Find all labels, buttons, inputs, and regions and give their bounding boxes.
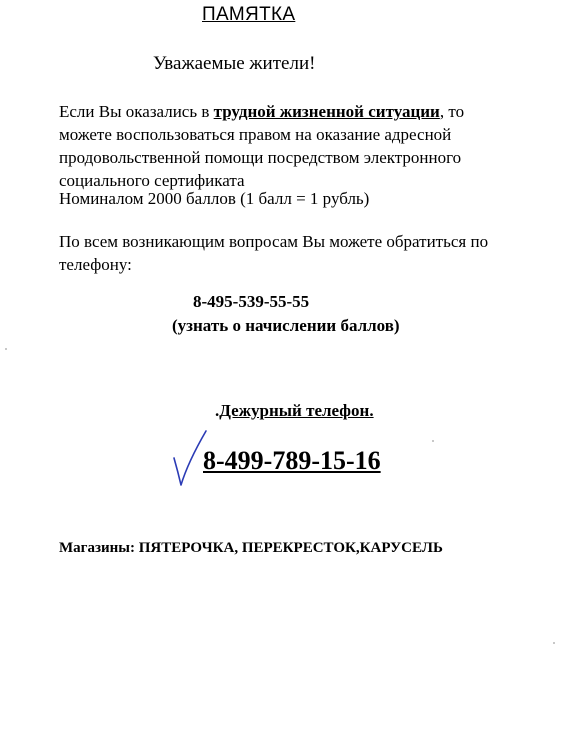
paragraph-line: По всем возникающим вопросам Вы можете обратиться по: [59, 232, 489, 251]
paragraph-line: Номиналом 2000 баллов (1 балл = 1 рубль): [59, 189, 370, 208]
paragraph-text: , то: [439, 102, 465, 121]
paragraph-line: социального сертификата: [59, 171, 245, 190]
paragraph-line: [59, 100, 464, 123]
memo-title: ПАМЯТКА: [202, 4, 296, 25]
paragraph-line: телефону:: [59, 255, 132, 274]
hotline-note: (узнать о начислении баллов): [172, 316, 400, 335]
scan-speck: [553, 642, 555, 644]
emphasis-text: трудной жизненной ситуации: [213, 102, 440, 121]
duty-label: Дежурный телефон.: [219, 401, 374, 420]
paragraph-line: можете воспользоваться правом на оказание адресной: [59, 125, 452, 144]
scan-speck: [432, 440, 434, 442]
greeting: Уважаемые жители!: [153, 53, 316, 74]
duty-prefix: .: [215, 401, 220, 420]
duty-phone: 8-499-789-15-16: [203, 446, 381, 475]
paragraph-text: Если Вы оказались в: [59, 102, 214, 121]
hotline-phone: 8-495-539-55-55: [193, 292, 310, 311]
stores-line: Магазины: ПЯТЕРОЧКА, ПЕРЕКРЕСТОК,КАРУСЕЛЬ: [59, 540, 443, 556]
duty-heading: [215, 401, 374, 421]
paragraph-line: продовольственной помощи посредством электронного: [59, 148, 462, 167]
scan-speck: [5, 348, 7, 350]
